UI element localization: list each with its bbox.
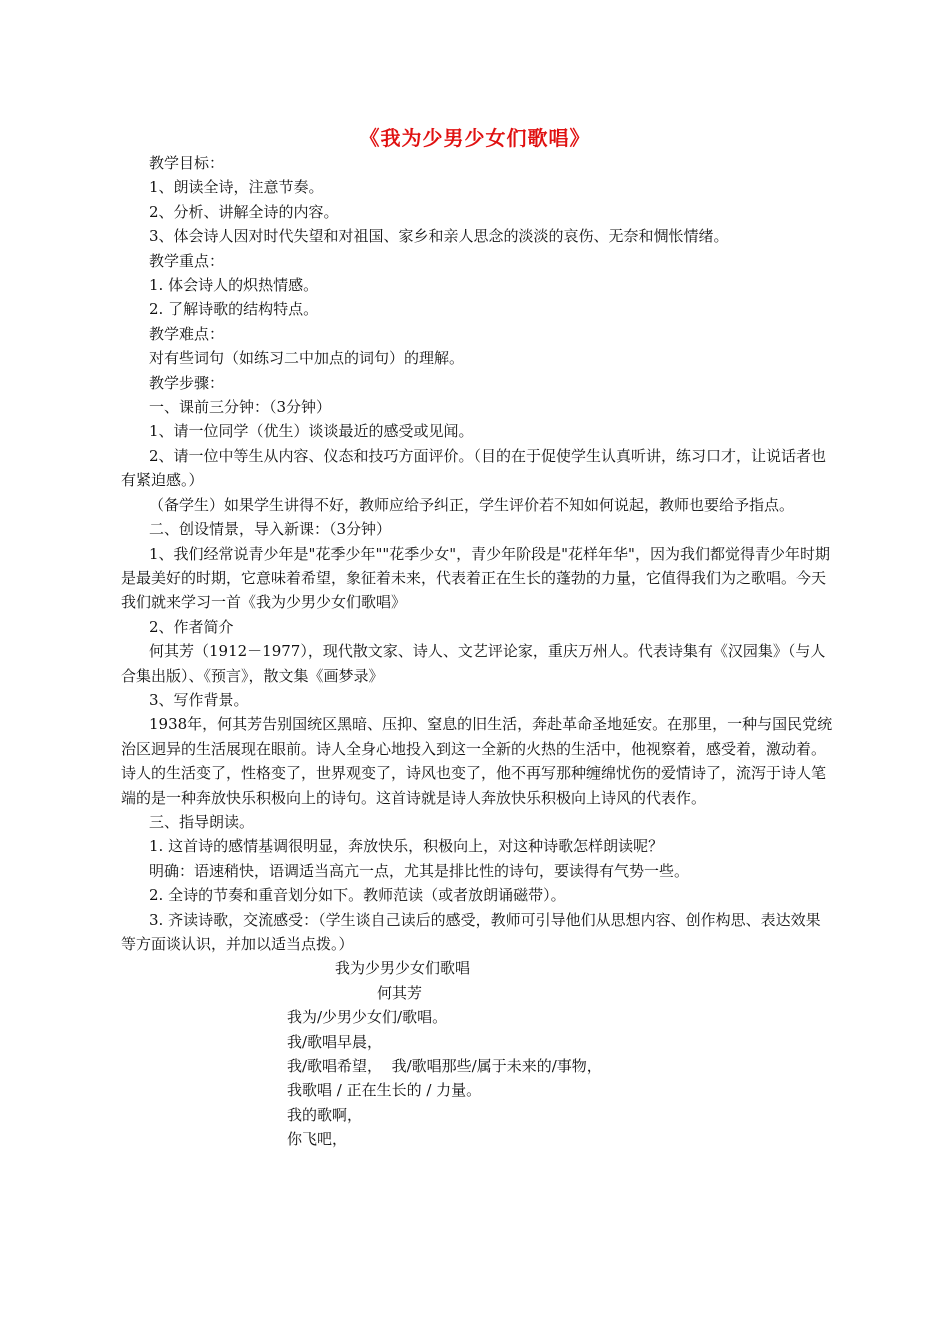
heading-objectives: 教学目标：: [149, 154, 225, 172]
poem-author: 何其芳: [377, 983, 423, 1002]
paragraph: 1938年，何其芳告别国统区黑暗、压抑、窒息的旧生活，奔赴革命圣地延安。在那里，一种与国民党统治区迥异的生活展现在眼前。诗人全身心地投入到这一全新的火热的生活中，他视察着，感受着，激动着。诗人的生活变了，性格变了，世界观变了，诗风也变了，他不再写那种缠绵忧伤的爱情诗了，流泻于诗人笔端的是一种奔放快乐积极向上的诗句。这首诗就是诗人奔放快乐积极向上诗风的代表作。: [121, 715, 833, 807]
paragraph: 2、分析、讲解全诗的内容。: [149, 202, 339, 221]
section-heading: 一、课前三分钟：（3分钟）: [149, 398, 332, 417]
document-body: [121, 151, 835, 1152]
paragraph: 1. 这首诗的感情基调很明显，奔放快乐，积极向上，对这种诗歌怎样朗读呢？: [149, 837, 664, 856]
section-heading: 三、指导朗读。: [149, 812, 255, 831]
paragraph: 3、体会诗人因对时代失望和对祖国、家乡和亲人思念的淡淡的哀伤、无奈和惆怅情绪。: [149, 227, 729, 246]
paragraph: 3. 齐读诗歌，交流感受：（学生谈自己读后的感受，教师可引导他们从思想内容、创作构思、表达效果等方面谈认识，并加以适当点拨。）: [121, 910, 821, 953]
poem: [121, 956, 835, 1151]
paragraph: 2. 全诗的节奏和重音划分如下。教师范读（或者放朗诵磁带）。: [149, 886, 566, 905]
paragraph: 1、请一位同学（优生）谈谈最近的感受或见闻。: [149, 422, 474, 441]
paragraph: 明确：语速稍快，语调适当高亢一点，尤其是排比性的诗句，要读得有气势一些。: [149, 861, 690, 880]
paragraph: 2、作者简介: [149, 617, 234, 636]
poem-title: 我为少男少女们歌唱: [335, 959, 471, 978]
paragraph: （备学生）如果学生讲得不好，教师应给予纠正，学生评价若不知如何说起，教师也要给予指点。: [149, 495, 795, 514]
poem-line: 我/歌唱希望， 我/歌唱那些/属于未来的/事物，: [287, 1057, 602, 1076]
heading-steps: 教学步骤：: [149, 373, 225, 392]
poem-line: 我为/少男少女们/歌唱。: [287, 1008, 448, 1027]
paragraph: 1、我们经常说青少年是"花季少年""花季少女"，青少年阶段是"花样年华"，因为我们都觉得青少年时期是最美好的时期，它意味着希望，象征着未来，代表着正在生长的蓬勃的力量，它值得我们为之歌唱。今天我们就来学习一首《我为少男少女们歌唱》: [121, 544, 830, 612]
paragraph: 2. 了解诗歌的结构特点。: [149, 300, 319, 319]
paragraph: 2、请一位中等生从内容、仪态和技巧方面评价。（目的在于促使学生认真听讲，练习口才，让说话者也有紧迫感。）: [121, 446, 827, 490]
poem-line: 你飞吧，: [287, 1130, 348, 1149]
paragraph: 3、写作背景。: [149, 690, 249, 709]
paragraph: 1. 体会诗人的炽热情感。: [149, 276, 319, 295]
paragraph: 何其芳（1912－1977），现代散文家、诗人、文艺评论家，重庆万州人。代表诗集有《汉园集》（与人合集出版）、《预言》，散文集《画梦录》: [121, 642, 826, 685]
heading-difficulties: 教学难点：: [149, 324, 225, 343]
paragraph: 1、朗读全诗，注意节奏。: [149, 178, 324, 197]
heading-key-points: 教学重点：: [149, 251, 225, 270]
poem-line: 我的歌啊，: [287, 1105, 363, 1124]
document-title: 《我为少男少女们歌唱》: [359, 126, 591, 150]
poem-line: 我歌唱 / 正在生长的 / 力量。: [287, 1081, 482, 1100]
poem-line: 我/歌唱早晨，: [287, 1032, 383, 1051]
paragraph: 对有些词句（如练习二中加点的词句）的理解。: [149, 349, 465, 368]
section-heading: 二、创设情景，导入新课：（3分钟）: [149, 520, 392, 539]
